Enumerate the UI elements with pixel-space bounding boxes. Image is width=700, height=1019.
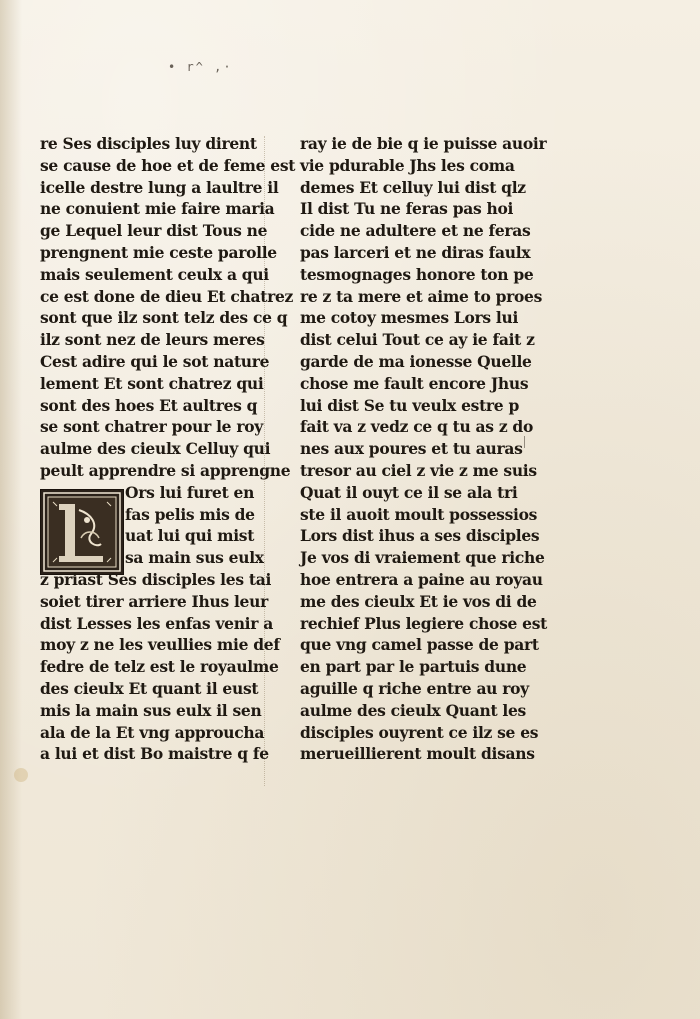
text-line: garde de ma ionesse Quelle — [300, 351, 532, 371]
text-line: merueillierent moult disans — [300, 744, 535, 764]
right-text-column — [300, 133, 548, 765]
text-line: ilz sont nez de leurs meres — [40, 330, 265, 350]
text-line: chose me fault encore Jhus — [300, 373, 529, 393]
text-line: tresor au ciel z vie z me suis — [300, 460, 537, 480]
text-line: ste il auoit moult possessios — [300, 504, 538, 524]
text-line: prengnent mie ceste parolle — [40, 242, 277, 262]
right-column-block — [300, 133, 548, 765]
text-line: uat lui qui mist — [125, 526, 255, 546]
text-line: que vng camel passe de part — [300, 635, 539, 655]
text-line: moy z ne les veullies mie def — [40, 635, 280, 655]
text-line: se cause de hoe et de feme est — [40, 155, 296, 175]
text-line: ce est done de dieu Et chatrez — [40, 286, 294, 306]
left-column-upper-block — [40, 133, 296, 482]
left-column-lower-block — [40, 569, 280, 765]
text-line: Lors dist ihus a ses disciples — [300, 526, 540, 546]
text-line: soiet tirer arriere Ihus leur — [40, 591, 268, 611]
text-line: hoe entrera a paine au royau — [300, 569, 543, 589]
text-line: demes Et celluy lui dist qlz — [300, 177, 526, 197]
page-edge-shadow — [0, 0, 22, 1019]
left-text-column — [40, 133, 296, 765]
text-line: ala de la Et vng approucha — [40, 722, 265, 742]
text-line: des cieulx Et quant il eust — [40, 678, 259, 698]
text-line: ne conuient mie faire maria — [40, 199, 275, 219]
text-line: icelle destre lung a laultre il — [40, 177, 279, 197]
left-column-initial-block — [40, 482, 264, 569]
text-line: disciples ouyrent ce ilz se es — [300, 722, 539, 742]
text-line: tesmognages honore ton pe — [300, 264, 534, 284]
text-line: mis la main sus eulx il sen — [40, 700, 262, 720]
text-line: peult apprendre si apprengne — [40, 460, 291, 480]
text-line: nes aux poures et tu auras — [300, 439, 523, 459]
text-line: ge Lequel leur dist Tous ne — [40, 221, 268, 241]
text-line: sa main sus eulx — [125, 548, 264, 568]
text-line: en part par le partuis dune — [300, 657, 527, 677]
text-line: me cotoy mesmes Lors lui — [300, 308, 519, 328]
text-line: Quat il ouyt ce il se ala tri — [300, 482, 518, 502]
text-line: dist celui Tout ce ay ie fait z — [300, 330, 535, 350]
text-line: rechief Plus legiere chose est — [300, 613, 548, 633]
margin-mark — [524, 436, 531, 448]
text-line: lement Et sont chatrez qui — [40, 373, 264, 393]
text-line: re Ses disciples luy dirent — [40, 134, 257, 153]
ink-stain — [14, 768, 28, 782]
text-line: se sont chatrer pour le roy — [40, 417, 263, 437]
text-line: ray ie de bie q ie puisse auoir — [300, 134, 547, 153]
text-line: fas pelis mis de — [125, 504, 255, 524]
text-line: fedre de telz est le royaulme — [40, 657, 279, 677]
text-line: aulme des cieulx Celluy qui — [40, 439, 271, 459]
text-line: me des cieulx Et ie vos di de — [300, 591, 537, 611]
text-line: Il dist Tu ne feras pas hoi — [300, 199, 514, 219]
text-line: fait va z vedz ce q tu as z do — [300, 417, 533, 437]
text-line: dist Lesses les enfas venir a — [40, 613, 273, 633]
text-line: lui dist Se tu veulx estre p — [300, 395, 519, 415]
text-line: aguille q riche entre au roy — [300, 678, 529, 698]
text-line: re z ta mere et aime to proes — [300, 286, 543, 306]
text-line: sont que ilz sont telz des ce q — [40, 308, 288, 328]
text-line: a lui et dist Bo maistre q fe — [40, 744, 269, 764]
text-line: Ors lui furet en — [125, 482, 255, 502]
text-line: Je vos di vraiement que riche — [300, 548, 545, 568]
signature-mark: • r^ ,· — [168, 60, 233, 74]
text-line: z priast Ses disciples les tai — [40, 569, 272, 589]
text-line: vie pdurable Jhs les coma — [300, 155, 515, 175]
text-line: cide ne adultere et ne feras — [300, 221, 531, 241]
text-line: pas larceri et ne diras faulx — [300, 242, 531, 262]
text-line: mais seulement ceulx a qui — [40, 264, 269, 284]
text-line: aulme des cieulx Quant les — [300, 700, 526, 720]
text-line: sont des hoes Et aultres q — [40, 395, 258, 415]
text-line: Cest adire qui le sot nature — [40, 351, 270, 371]
